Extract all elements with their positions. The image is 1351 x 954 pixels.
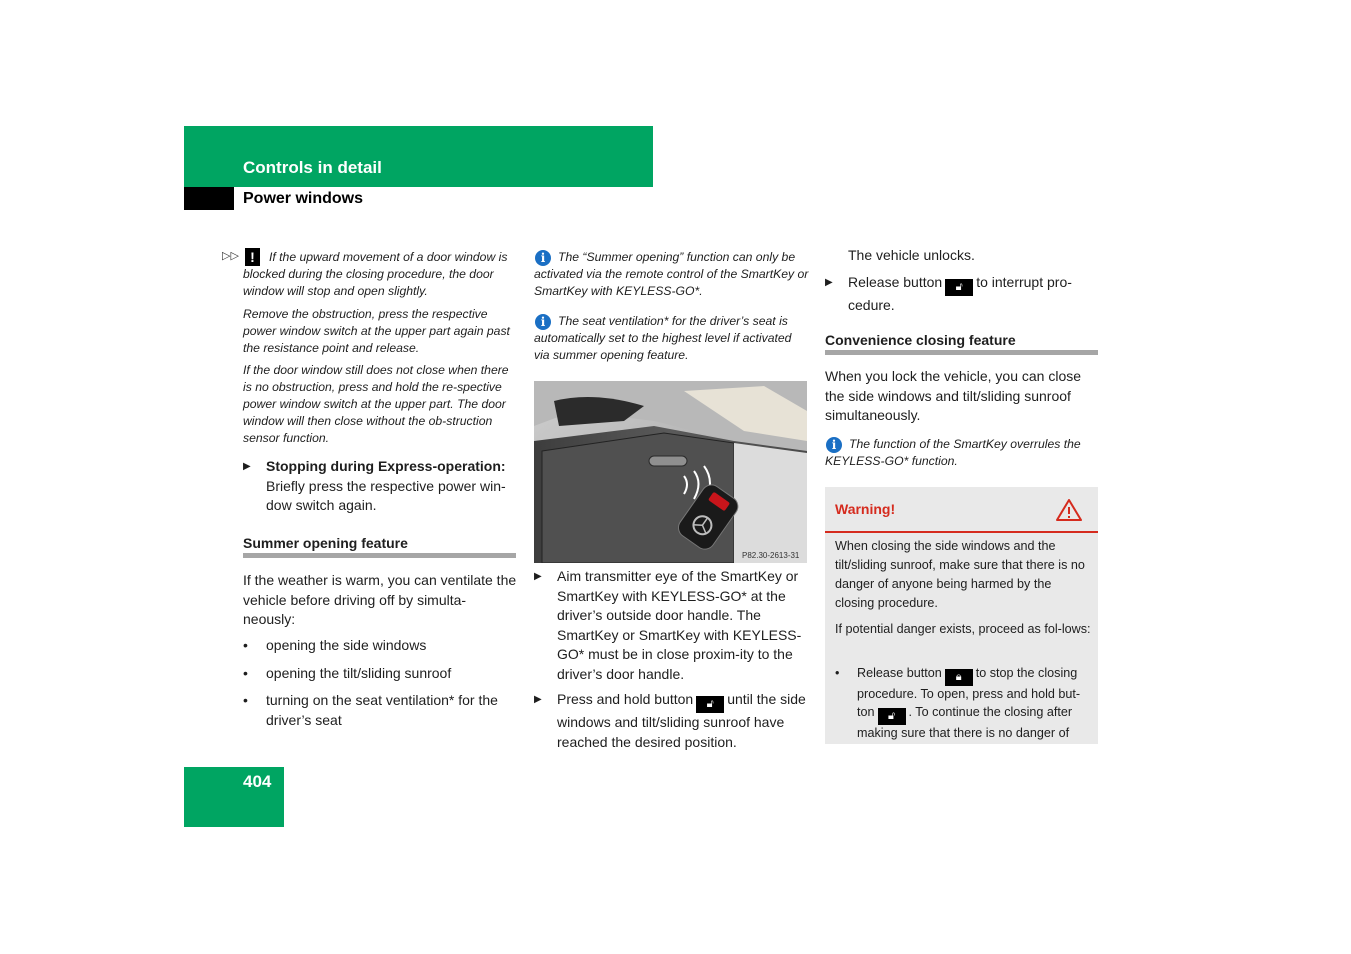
remove-obstruction-note: Remove the obstruction, press the respective power window switch at the upper part again past the resistance point and release. [243, 307, 510, 355]
obstruction-note: ! If the upward movement of a door window is blocked during the closing procedure, the door window will stop and open slightly. [243, 249, 508, 298]
convenience-closing-heading: Convenience closing feature [825, 332, 1016, 348]
smartkey-door-illustration [534, 381, 807, 563]
stop-express-title: Stopping during Express-operation: [266, 458, 506, 474]
unlock-button-icon: 🔓︎ [878, 708, 906, 725]
summer-opening-intro: If the weather is warm, you can ventilate the vehicle before driving off by simulta-neously: [243, 572, 517, 627]
smartkey-overrules-info: i The function of the SmartKey overrules the KEYLESS-GO* function. [825, 437, 1081, 468]
page-number: 404 [243, 772, 272, 791]
step-arrow-icon: ▶ [534, 571, 542, 582]
warning-paragraph: When closing the side windows and the tilt/sliding sunroof, make sure that there is no danger of anyone being harmed by the closing procedure. [835, 539, 1085, 610]
summer-opening-info: i The “Summer opening” function can only be activated via the remote control of the SmartKey or SmartKey with KEYLESS-GO*. [534, 250, 809, 298]
lock-button-icon: 🔒︎ [945, 669, 973, 686]
step-arrow-icon: ▶ [534, 694, 542, 705]
step-arrow-icon: ▶ [243, 461, 251, 472]
info-icon: i [535, 250, 551, 266]
warning-title: Warning! [835, 501, 896, 517]
section-marker [184, 187, 234, 210]
image-code: P82.30-2613-31 [742, 551, 800, 560]
chapter-title: Controls in detail [243, 158, 382, 177]
convenience-closing-text: When you lock the vehicle, you can close the side windows and tilt/sliding sunroof simultaneously. [825, 368, 1082, 423]
heading-rule [825, 350, 1098, 355]
info-icon: i [826, 437, 842, 453]
info-icon: i [535, 314, 551, 330]
summer-opening-heading: Summer opening feature [243, 535, 408, 551]
warning-triangle-icon [1055, 498, 1083, 522]
continue-marker: ▷▷ [222, 250, 239, 262]
vehicle-unlocks-text: The vehicle unlocks. [848, 247, 975, 263]
unlock-button-icon: 🔓︎ [696, 696, 724, 713]
no-obstruction-note: If the door window still does not close when there is no obstruction, press and hold the re-spective power window switch at the upper part. The door window will then close without the ob-struction sensor function. [243, 363, 509, 445]
section-title: Power windows [243, 190, 364, 207]
heading-rule [243, 553, 516, 558]
attention-icon: ! [245, 248, 260, 266]
seat-ventilation-info: i The seat ventilation* for the driver’s seat is automatically set to the highest level if activated via summer opening feature. [534, 314, 792, 362]
warning-box: Warning! When closing the side windows and the tilt/sliding sunroof, make sure that there is no danger of anyone being harmed by the closing procedure. If potential danger exists, proceed as fol-lows: • Release button 🔒︎ to stop the closing procedure. To open, press and hold but-ton 🔓︎ . To continue the closing after making sure that there is no danger of [825, 487, 1098, 744]
step-arrow-icon: ▶ [825, 277, 833, 288]
car-door-image [534, 381, 807, 563]
stop-express-text: Briefly press the respective power win-dow switch again. [266, 477, 506, 513]
unlock-button-icon: 🔓︎ [945, 279, 973, 296]
warning-proceed-text: If potential danger exists, proceed as fol-lows: [835, 622, 1091, 636]
warning-divider [825, 531, 1098, 533]
